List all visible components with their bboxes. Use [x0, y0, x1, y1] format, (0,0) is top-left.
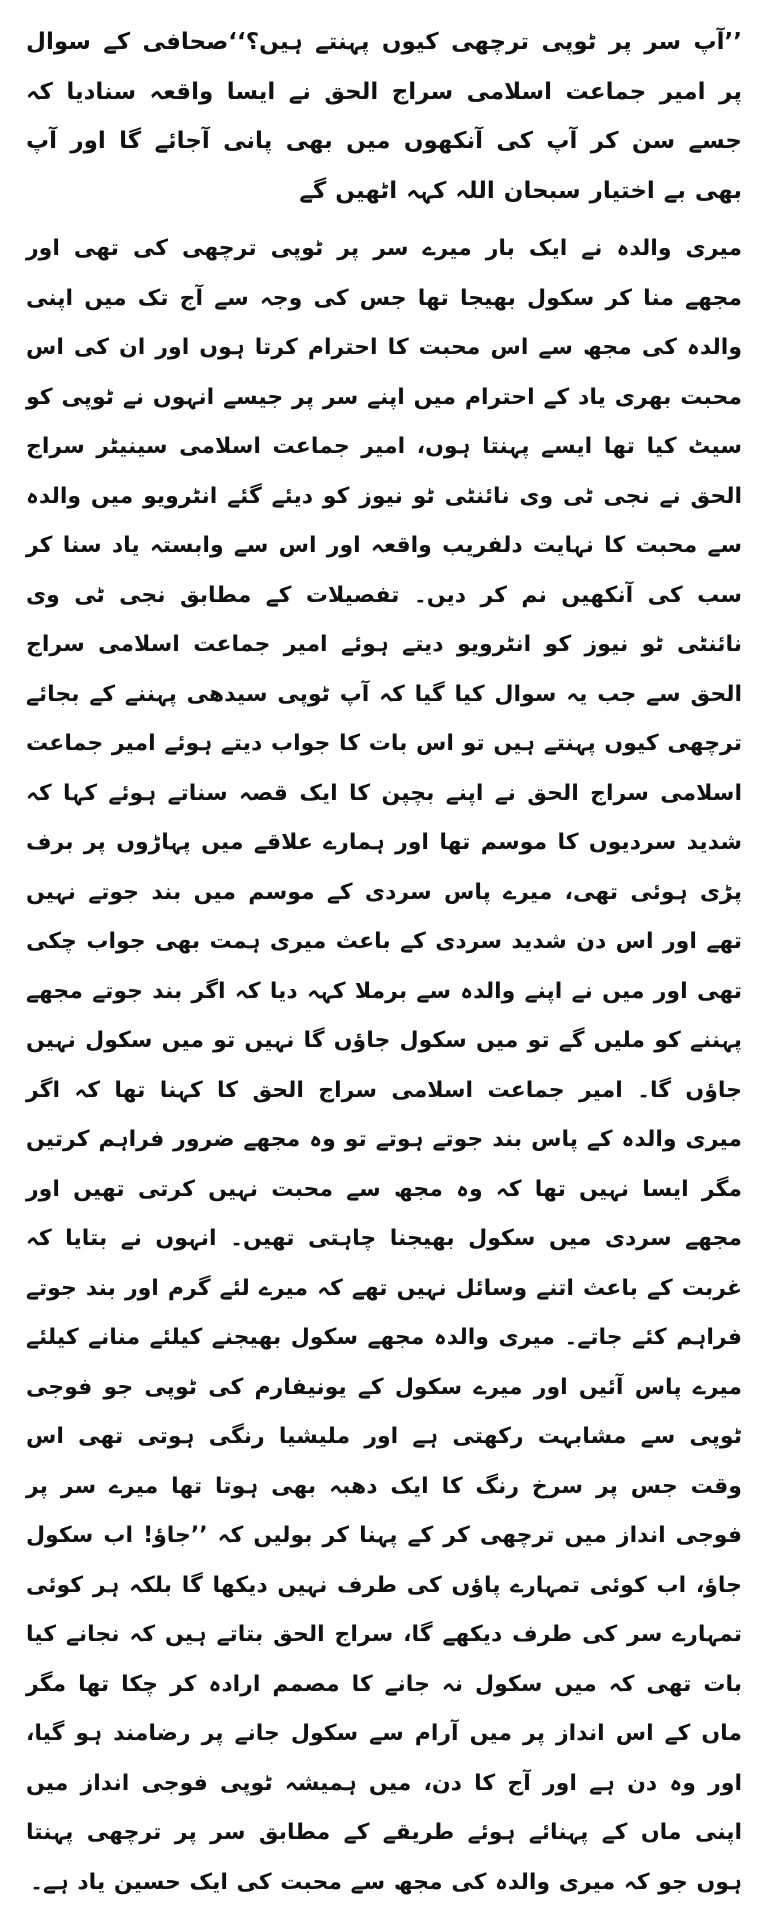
article-body-paragraph: میری والدہ نے ایک بار میرے سر پر ٹوپی ترچھی کی تھی اور مجھے منا کر سکول بھیجا تھا جس کی وجہ سے آج تک میں اپنی والدہ کی مجھ سے اس محبت کا احترام کرتا ہوں اور ان کی اس محبت بھری یاد کے احترام میں اپنے سر پر جیسے انہوں نے ٹوپی کو سیٹ کیا تھا ایسے پہنتا ہوں، امیر جماعت اسلامی سینیٹر سراج الحق نے نجی ٹی وی نائنٹی ٹو نیوز کو دیئے گئے انٹرویو میں والدہ سے محبت کا نہایت دلفریب واقعہ اور اس سے وابستہ یاد سنا کر سب کی آنکھیں نم کر دیں۔ تفصیلات کے مطابق نجی ٹی وی نائنٹی ٹو نیوز کو انٹرویو دیتے ہوئے امیر جماعت اسلامی سراج الحق سے جب یہ سوال کیا گیا کہ آپ ٹوپی سیدھی پہننے کے بجائے ترچھی کیوں پہنتے ہیں تو اس بات کا جواب دیتے ہوئے امیر جماعت اسلامی سراج الحق نے اپنے بچپن کا ایک قصہ سناتے ہوئے کہا کہ شدید سردیوں کا موسم تھا اور ہمارے علاقے میں پہاڑوں پر برف پڑی ہوئی تھی، میرے پاس سردی کے موسم میں بند جوتے نہیں تھے اور اس دن شدید سردی کے باعث میری ہمت بھی جواب چکی تھی اور میں نے اپنے والدہ سے برملا کہہ دیا کہ اگر بند جوتے مجھے پہننے کو ملیں گے تو میں سکول جاؤں گا نہیں تو میں سکول نہیں جاؤں گا۔ امیر جماعت اسلامی سراج الحق کا کہنا تھا کہ اگر میری والدہ کے پاس بند جوتے ہوتے تو وہ مجھے ضرور فراہم کرتیں مگر ایسا نہیں تھا کہ وہ مجھ سے محبت نہیں کرتی تھیں اور مجھے سردی میں سکول بھیجنا چاہتی تھیں۔ انہوں نے بتایا کہ غربت کے باعث اتنے وسائل نہیں تھے کہ میرے لئے گرم اور بند جوتے فراہم کئے جاتے۔ میری والدہ مجھے سکول بھیجنے کیلئے منانے کیلئے میرے پاس آئیں اور میرے سکول کے یونیفارم کی ٹوپی جو فوجی ٹوپی سے مشابہت رکھتی ہے اور ملیشیا رنگی ہوتی تھی اس وقت جس پر سرخ رنگ کا ایک دھبہ بھی ہوتا تھا میرے سر پر فوجی انداز میں ترچھی کر کے پہنا کر بولیں کہ ’’جاؤ! اب سکول جاؤ، اب کوئی تمہارے پاؤں کی طرف نہیں دیکھا گا بلکہ ہر کوئی تمہارے سر کی طرف دیکھے گا، سراج الحق بتاتے ہیں کہ نجانے کیا بات تھی کہ میں سکول نہ جانے کا مصمم ارادہ کر چکا تھا مگر ماں کے اس انداز پر میں آرام سے سکول جانے پر رضامند ہو گیا، اور وہ دن ہے اور آج کا دن، میں ہمیشہ ٹوپی فوجی انداز میں اپنی ماں کے پہنائے ہوئے طریقے کے مطابق سر پر ترچھی پہنتا ہوں جو کہ میری والدہ کی مجھ سے محبت کی ایک حسین یاد ہے۔	[26, 236, 742, 1895]
article-intro-paragraph: ’’آپ سر پر ٹوپی ترچھی کیوں پہنتے ہیں؟‘‘صحافی کے سوال پر امیر جماعت اسلامی سراج الحق نے ایسا واقعہ سنادیا کہ جسے سن کر آپ کی آنکھوں میں بھی پانی آجائے گا اور آپ بھی بے اختیار سبحان اللہ کہہ اٹھیں گے	[26, 29, 742, 204]
